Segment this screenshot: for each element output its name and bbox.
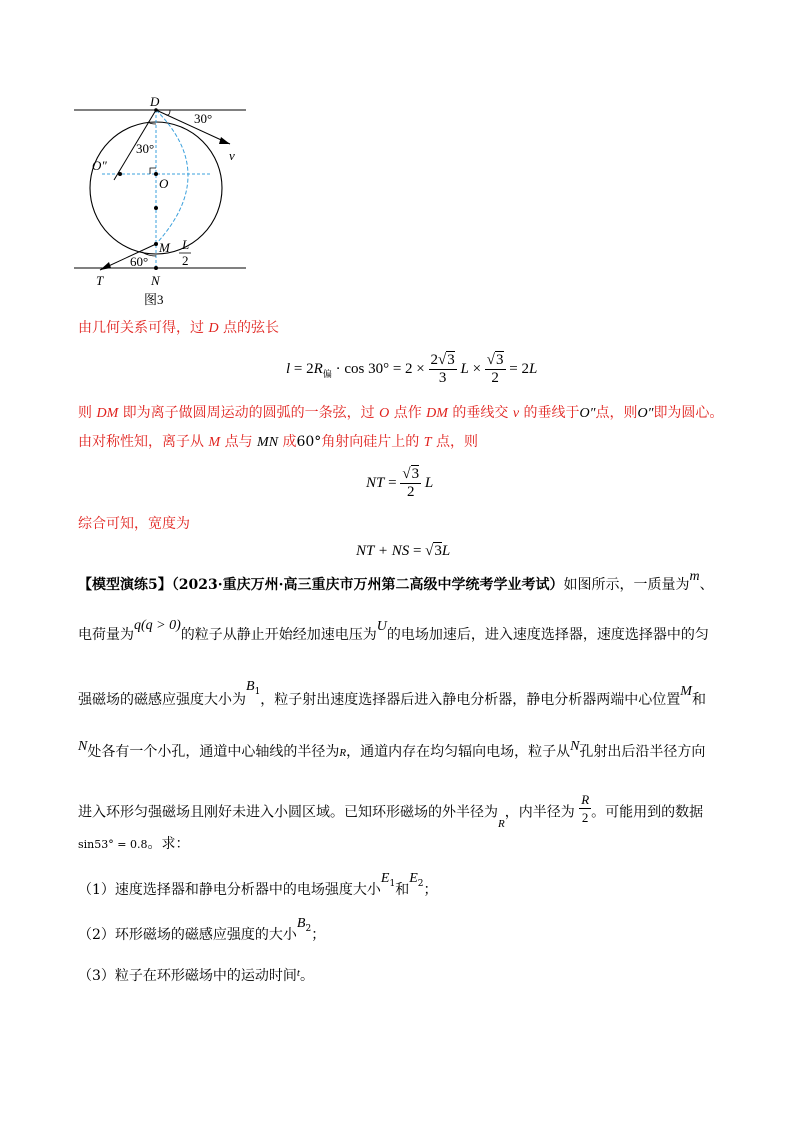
s3-b: 点与 xyxy=(220,434,258,450)
problem-line-5 xyxy=(78,792,704,830)
s2-O2b: O″ xyxy=(637,406,654,421)
s3-T: T xyxy=(423,435,432,450)
eq1-eq: = 2 xyxy=(290,360,314,377)
var-E2: E xyxy=(409,871,418,886)
frac-den: 2 xyxy=(581,810,589,825)
eq2-NT: NT xyxy=(366,474,385,491)
eq1-l: l xyxy=(286,360,291,377)
q1b: 和 xyxy=(395,882,410,898)
label-N: N xyxy=(151,273,160,288)
label-angle-bottom: 60° xyxy=(130,254,149,269)
var-R2: R xyxy=(498,817,505,830)
eq1-result: = 2 xyxy=(509,360,529,377)
point-O-dot xyxy=(154,172,158,176)
s4-text: 综合可知，宽度为 xyxy=(78,516,190,532)
problem-line-1 xyxy=(78,569,714,596)
p3c: 和 xyxy=(691,692,706,708)
s2-DM1: DM xyxy=(96,406,119,421)
p2c: 的电场加速后，进入速度选择器，速度选择器中的匀 xyxy=(386,627,709,643)
question-2 xyxy=(78,916,326,951)
label-half-L-num: L xyxy=(182,237,190,252)
s2-DM2: DM xyxy=(426,406,448,421)
p4c: 孔射出后沿半径方向 xyxy=(579,744,706,760)
problem-line-6 xyxy=(78,834,189,855)
eq3-L: L xyxy=(441,543,451,559)
s2-e: 的垂线于 xyxy=(519,405,580,421)
problem-line-2 xyxy=(78,618,709,646)
s3-d: 角射向硅片上的 xyxy=(321,434,424,450)
point-M-dot xyxy=(154,242,158,246)
s2-f: 点，则 xyxy=(595,405,638,421)
var-N2: N xyxy=(570,739,580,754)
equation-width: NT + NS = √3L xyxy=(356,543,451,559)
s3-MN: MN xyxy=(257,435,279,450)
solution-line-width xyxy=(78,514,190,534)
p2b: 的粒子从静止开始经加速电压为 xyxy=(180,627,377,643)
problem-line-3 xyxy=(78,679,706,716)
eq2-den: 2 xyxy=(406,484,415,500)
sin-data: sin53° = 0.8 xyxy=(78,838,148,851)
eq1-cos: · cos 30° = 2 × xyxy=(331,360,429,377)
eq2-eq: = xyxy=(384,474,401,491)
label-M: M xyxy=(159,240,170,255)
s3-e: 点，则 xyxy=(431,434,479,450)
s3-a: 由对称性知，离子从 xyxy=(78,434,209,450)
figure-caption: 图3 xyxy=(144,292,164,307)
physics-figure-3 xyxy=(70,94,250,318)
eq2-frac: $\frac{√3}{2}$ xyxy=(402,466,420,500)
problem-title: 【模型演练5】 xyxy=(78,577,172,593)
var-N: N xyxy=(78,739,88,754)
p3a: 强磁场的磁感应强度大小为 xyxy=(78,692,246,708)
eq3-eq: = xyxy=(409,543,426,559)
eq2-num-sqrt: 3 xyxy=(411,466,420,482)
eq1-sub: 偏 xyxy=(322,368,332,379)
frac-num: R xyxy=(581,792,590,807)
s3-deg: 60° xyxy=(296,434,322,450)
q1a: （1）速度选择器和静电分析器中的电场强度大小 xyxy=(78,882,381,898)
var-B2: B xyxy=(296,916,306,931)
eq3-sqrt: 3 xyxy=(434,543,442,559)
eq1-f1-num-sqrt: 3 xyxy=(447,352,455,368)
label-angle-center: 30° xyxy=(136,141,155,156)
eq1-f1-num-a: 2 xyxy=(430,352,438,368)
s1-text-b: 点的弦长 xyxy=(218,320,280,336)
var-B1-sub: 1 xyxy=(254,686,261,697)
solution-line-symmetry xyxy=(78,432,478,453)
s2-a: 则 xyxy=(78,405,97,421)
var-t: t xyxy=(296,967,300,979)
s2-g: 即为圆心。 xyxy=(653,405,724,421)
question-1 xyxy=(78,871,438,906)
label-O: O xyxy=(159,176,169,191)
equation-NT xyxy=(366,466,433,501)
p6: 。求： xyxy=(147,836,190,852)
question-3 xyxy=(78,966,314,987)
p1a: 如图所示，一质量为 xyxy=(563,577,690,593)
problem-line-4 xyxy=(78,739,706,763)
point-N-dot xyxy=(154,266,158,270)
p4b: ，通道内存在均匀辐向电场，粒子从 xyxy=(346,744,571,760)
q1c: ； xyxy=(423,882,438,898)
p4a: 处各有一个小孔，通道中心轴线的半径为 xyxy=(87,744,340,760)
var-E2-sub: 2 xyxy=(417,878,424,889)
label-half-L-den: 2 xyxy=(182,253,189,268)
label-D: D xyxy=(150,94,160,109)
eq1-f2-den: 2 xyxy=(491,370,499,386)
label-T: T xyxy=(96,273,104,288)
s2-b: 即为离子做圆周运动的圆弧的一条弦，过 xyxy=(118,405,380,421)
var-q: q(q > 0) xyxy=(134,618,181,633)
q2b: ； xyxy=(311,927,326,943)
label-v: v xyxy=(229,148,235,163)
var-E1-sub: 1 xyxy=(389,878,396,889)
var-B1: B xyxy=(246,679,255,694)
q3b: 。 xyxy=(299,968,314,984)
s2-O2a: O″ xyxy=(579,406,596,421)
var-B2-sub: 2 xyxy=(305,923,312,934)
s3-M: M xyxy=(208,435,221,450)
s2-O: O xyxy=(379,406,390,421)
solution-line-center xyxy=(78,403,723,424)
label-O2: O″ xyxy=(92,158,107,173)
velocity-arrow-head xyxy=(219,137,230,144)
p5c: 。可能用到的数据 xyxy=(591,804,704,821)
eq3-lhs: NT + NS xyxy=(356,543,410,559)
exit-arrow-head xyxy=(100,262,111,270)
var-m: m xyxy=(689,569,700,584)
point-lower-dot xyxy=(154,206,158,210)
eq1-L2: L xyxy=(529,360,538,377)
s1-var-D: D xyxy=(208,321,219,336)
eq1-frac1: $\frac{2√3}{3}$ xyxy=(430,352,455,386)
problem-source: （2023·重庆万州·高三重庆市万州第二高级中学统考学业考试） xyxy=(171,577,564,593)
q2a: （2）环形磁场的磁感应强度的大小 xyxy=(78,927,297,943)
p5a: 进入环形匀强磁场且刚好未进入小圆区域。已知环形磁场的外半径为 xyxy=(78,804,498,821)
p1b: 、 xyxy=(699,577,714,593)
p5b: ，内半径为 xyxy=(504,804,575,821)
s3-c: 成 xyxy=(278,434,297,450)
eq2-L: L xyxy=(424,474,434,491)
point-O2-dot xyxy=(118,172,122,176)
solution-line-chord xyxy=(78,318,279,339)
frac-R-over-2 xyxy=(579,791,591,826)
var-E1: E xyxy=(380,871,390,886)
s2-v: v xyxy=(512,406,520,421)
var-U: U xyxy=(376,619,387,634)
eq1-L: L xyxy=(460,360,469,377)
equation-chord-length xyxy=(286,352,537,387)
var-R1: R xyxy=(339,747,347,759)
var-M: M xyxy=(680,684,692,699)
s2-d: 的垂线交 xyxy=(447,405,513,421)
s2-c: 点作 xyxy=(389,405,427,421)
p3b: ，粒子射出速度选择器后进入静电分析器，静电分析器两端中心位置 xyxy=(260,692,681,708)
eq1-R: R xyxy=(313,360,323,377)
q3a: （3）粒子在环形磁场中的运动时间 xyxy=(78,968,297,984)
label-angle-top: 30° xyxy=(194,111,213,126)
s1-text-a: 由几何关系可得，过 xyxy=(78,320,209,336)
p2a: 电荷量为 xyxy=(78,627,134,643)
eq1-f2-num-sqrt: 3 xyxy=(496,352,504,368)
eq1-times: × xyxy=(468,360,485,377)
eq1-f1-den: 3 xyxy=(438,370,447,386)
eq1-frac2: $\frac{√3}{2}$ xyxy=(486,352,504,386)
